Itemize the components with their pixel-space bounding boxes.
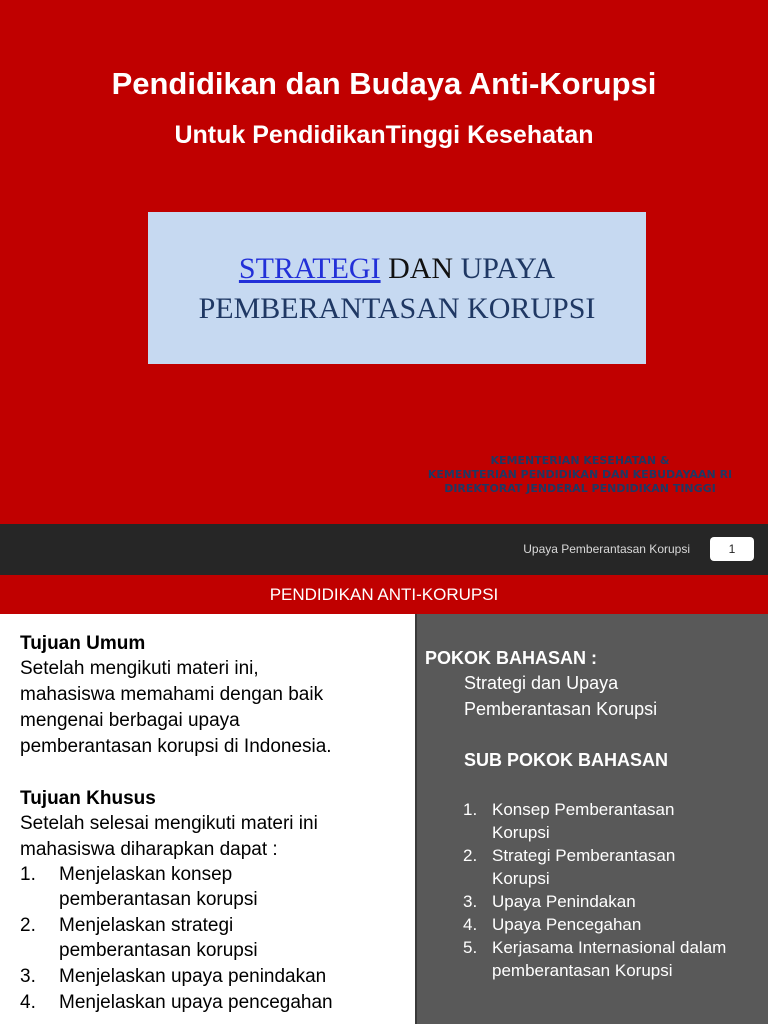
topic-number: 4. bbox=[463, 915, 478, 934]
objective-number: 3. bbox=[20, 966, 36, 987]
objective-text: Menjelaskan upaya pencegahan bbox=[59, 992, 333, 1013]
tujuan-khusus-intro: mahasiswa diharapkan dapat : bbox=[20, 839, 278, 860]
objective-text: pemberantasan korupsi bbox=[59, 940, 258, 961]
viewer-footer bbox=[0, 524, 768, 575]
objective-number: 1. bbox=[20, 864, 36, 885]
topic-box bbox=[148, 212, 646, 364]
topic-text: Korupsi bbox=[492, 823, 550, 842]
footer-document-title: Upaya Pemberantasan Korupsi bbox=[523, 542, 690, 556]
objective-number: 2. bbox=[20, 915, 36, 936]
ministry-line: KEMENTERIAN PENDIDIKAN DAN KEBUDAYAAN RI bbox=[427, 468, 733, 481]
pokok-bahasan-text: Strategi dan Upaya bbox=[464, 673, 619, 693]
topic-number: 5. bbox=[463, 938, 478, 957]
strategi-link[interactable]: STRATEGI bbox=[238, 252, 381, 285]
topic-number: 1. bbox=[463, 800, 478, 819]
pokok-bahasan-text: Pemberantasan Korupsi bbox=[464, 699, 658, 719]
slide-subtitle: Untuk PendidikanTinggi Kesehatan bbox=[174, 121, 594, 149]
tujuan-umum-heading: Tujuan Umum bbox=[20, 633, 146, 654]
topic-line-2: PEMBERANTASAN KORUPSI bbox=[198, 292, 596, 325]
objective-text: Menjelaskan strategi bbox=[59, 915, 234, 936]
topic-text: Kerjasama Internasional dalam bbox=[492, 938, 727, 957]
tujuan-umum-text: pemberantasan korupsi di Indonesia. bbox=[20, 736, 332, 757]
pokok-bahasan-heading: POKOK BAHASAN : bbox=[425, 648, 598, 668]
objective-text: Menjelaskan upaya penindakan bbox=[59, 966, 327, 987]
objectives-panel bbox=[0, 614, 415, 1024]
objective-text: Menjelaskan konsep bbox=[59, 864, 233, 885]
topic-text: pemberantasan Korupsi bbox=[492, 961, 673, 980]
tujuan-khusus-heading: Tujuan Khusus bbox=[20, 788, 156, 809]
topic-number: 3. bbox=[463, 892, 478, 911]
objective-number: 4. bbox=[20, 992, 36, 1013]
upaya-word: UPAYA bbox=[460, 252, 556, 285]
page-number-box[interactable]: 1 bbox=[710, 537, 754, 561]
dan-word: DAN bbox=[388, 252, 454, 285]
topic-line-1 bbox=[148, 252, 646, 286]
topic-text: Strategi Pemberantasan bbox=[492, 846, 676, 865]
tujuan-umum-text: Setelah mengikuti materi ini, bbox=[20, 658, 259, 679]
topic-text: Korupsi bbox=[492, 869, 550, 888]
objective-text: pemberantasan korupsi bbox=[59, 889, 258, 910]
ministry-line: DIREKTORAT JENDERAL PENDIDIKAN TINGGI bbox=[444, 482, 716, 495]
topics-panel bbox=[415, 614, 768, 1024]
topic-text: Upaya Penindakan bbox=[492, 892, 636, 911]
tujuan-umum-text: mengenai berbagai upaya bbox=[20, 710, 240, 731]
sub-pokok-heading: SUB POKOK BAHASAN bbox=[464, 750, 669, 770]
tujuan-khusus-intro: Setelah selesai mengikuti materi ini bbox=[20, 813, 318, 834]
slide-title: Pendidikan dan Budaya Anti-Korupsi bbox=[111, 66, 657, 101]
tujuan-umum-text: mahasiswa memahami dengan baik bbox=[20, 684, 324, 705]
topic-number: 2. bbox=[463, 846, 478, 865]
ministry-line: KEMENTERIAN KESEHATAN & bbox=[490, 454, 670, 467]
ministry-credits bbox=[410, 454, 750, 496]
topic-text: Upaya Pencegahan bbox=[492, 915, 642, 934]
topic-text: Konsep Pemberantasan bbox=[492, 800, 675, 819]
slide2-header: PENDIDIKAN ANTI-KORUPSI bbox=[0, 575, 768, 614]
